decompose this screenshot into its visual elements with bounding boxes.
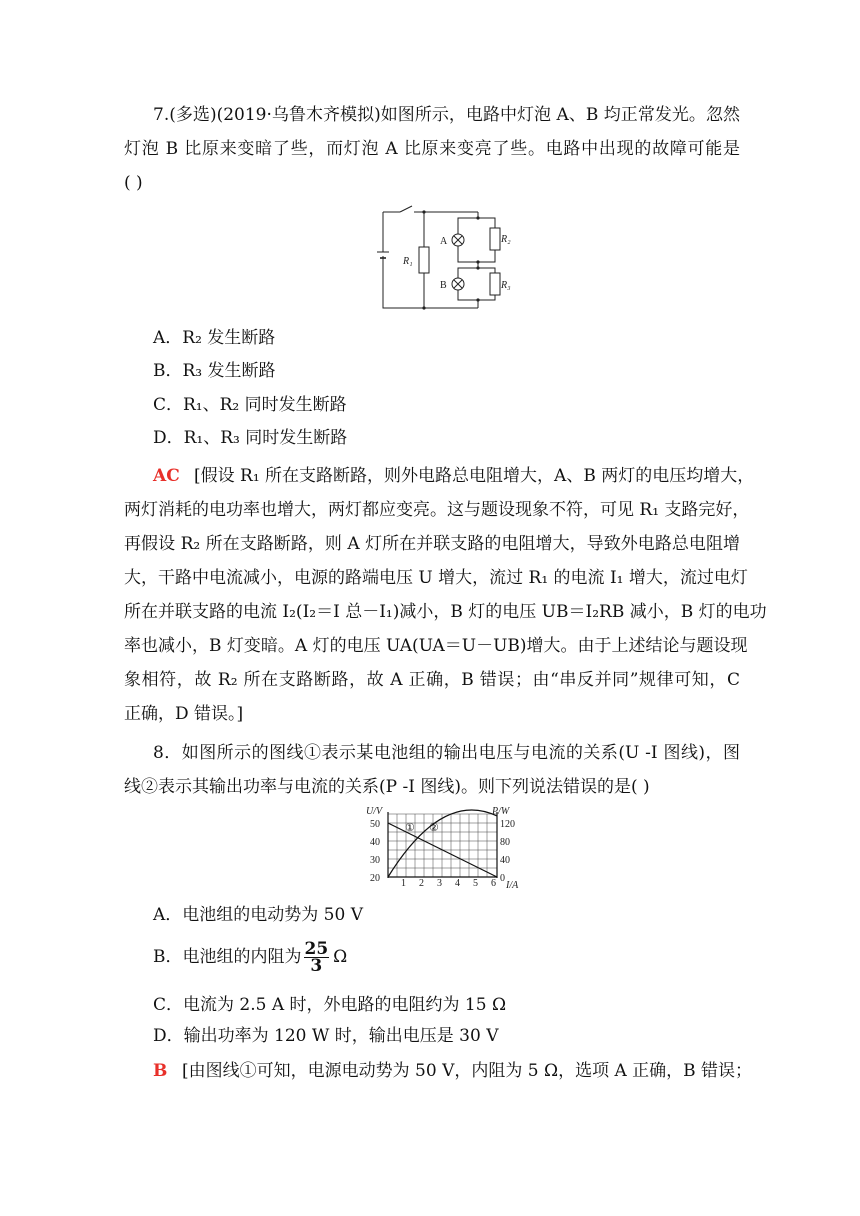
q8-answer-key: B — [153, 1061, 168, 1081]
lamp-a-label: A — [440, 236, 448, 247]
fraction-numerator: 25 — [304, 939, 329, 959]
r1-label: R₁ — [403, 256, 413, 267]
left-tick-40: 40 — [370, 837, 380, 848]
q7-stem-line-2: 灯泡 B 比原来变暗了些，而灯泡 A 比原来变亮了些。电路中出现的故障可能是 — [124, 139, 740, 159]
r3-label: R₃ — [501, 280, 511, 291]
x-axis-label: I/A — [506, 880, 519, 891]
right-tick-0: 0 — [500, 873, 505, 884]
curve-1-label: ① — [405, 822, 415, 834]
lamp-b-label: B — [440, 280, 447, 291]
x-tick-5: 5 — [473, 878, 478, 889]
q8-explanation-line-1: [由图线①可知，电源电动势为 50 V，内阻为 5 Ω，选项 A 正确，B 错误； — [182, 1061, 753, 1081]
x-tick-3: 3 — [437, 878, 442, 889]
x-tick-6: 6 — [491, 878, 496, 889]
q7-explanation-line-4: 大，干路中电流减小，电源的路端电压 U 增大，流过 R₁ 的电流 I₁ 增大，流过电灯 — [124, 568, 748, 588]
q7-explanation-line-8: 正确，D 错误。] — [124, 704, 244, 724]
q8-option-c: C．电流为 2.5 A 时，外电路的电阻约为 15 Ω — [153, 995, 507, 1015]
q7-explanation-line-7: 象相符，故 R₂ 所在支路断路，故 A 正确，B 错误；由“串反并同”规律可知，C — [124, 670, 740, 690]
q7-explanation-line-1: [假设 R₁ 所在支路断路，则外电路总电阻增大，A、B 两灯的电压均增大， — [194, 466, 755, 486]
q7-answer-key: AC — [153, 466, 180, 486]
circuit-diagram — [376, 204, 528, 316]
right-tick-40: 40 — [500, 855, 510, 866]
q7-stem-line-1: 7.(多选)(2019·乌鲁木齐模拟)如图所示，电路中灯泡 A、B 均正常发光。忽然 — [153, 105, 740, 125]
q8-option-a: A．电池组的电动势为 50 V — [153, 905, 363, 925]
left-axis-label: U/V — [366, 806, 383, 817]
q7-explanation-line-3: 再假设 R₂ 所在支路断路，则 A 灯所在并联支路的电阻增大，导致外电路总电阻增 — [124, 534, 740, 554]
q8-option-b-prefix: B．电池组的内阻为 — [153, 947, 302, 967]
curve-2-label: ② — [429, 822, 439, 834]
x-tick-2: 2 — [419, 878, 424, 889]
q7-option-a: A．R₂ 发生断路 — [153, 328, 276, 348]
q7-explanation-line-5: 所在并联支路的电流 I₂(I₂＝I 总－I₁)减小，B 灯的电压 UB＝I₂RB 减小，B 灯的电功 — [124, 602, 767, 622]
left-tick-50: 50 — [370, 819, 380, 830]
q7-stem-line-3: ( ) — [124, 173, 143, 193]
r2-label: R₂ — [501, 234, 511, 245]
q7-explanation-line-6: 率也减小，B 灯变暗。A 灯的电压 UA(UA＝U－UB)增大。由于上述结论与题设现 — [124, 636, 748, 656]
u-i-p-graph — [364, 802, 534, 894]
left-tick-30: 30 — [370, 855, 380, 866]
q8-option-d: D．输出功率为 120 W 时，输出电压是 30 V — [153, 1026, 499, 1046]
q8-option-b-fraction — [304, 941, 330, 974]
q7-option-d: D．R₁、R₃ 同时发生断路 — [153, 428, 348, 448]
q7-option-b: B．R₃ 发生断路 — [153, 361, 276, 381]
x-tick-4: 4 — [455, 878, 460, 889]
x-tick-1: 1 — [401, 878, 406, 889]
q8-option-b-unit: Ω — [333, 947, 348, 967]
fraction-denominator: 3 — [310, 956, 323, 976]
q8-stem-line-2: 线②表示其输出功率与电流的关系(P -I 图线)。则下列说法错误的是( ) — [124, 777, 650, 797]
q7-option-c: C．R₁、R₂ 同时发生断路 — [153, 395, 347, 415]
q8-stem-line-1: 8．如图所示的图线①表示某电池组的输出电压与电流的关系(U -I 图线)，图 — [153, 743, 740, 763]
q7-explanation-line-2: 两灯消耗的电功率也增大，两灯都应变亮。这与题设现象不符，可见 R₁ 支路完好， — [124, 500, 750, 520]
q8-option-b — [153, 941, 347, 974]
right-tick-80: 80 — [500, 837, 510, 848]
right-axis-label: P/W — [492, 806, 510, 817]
left-tick-20: 20 — [370, 873, 380, 884]
right-tick-120: 120 — [500, 819, 515, 830]
